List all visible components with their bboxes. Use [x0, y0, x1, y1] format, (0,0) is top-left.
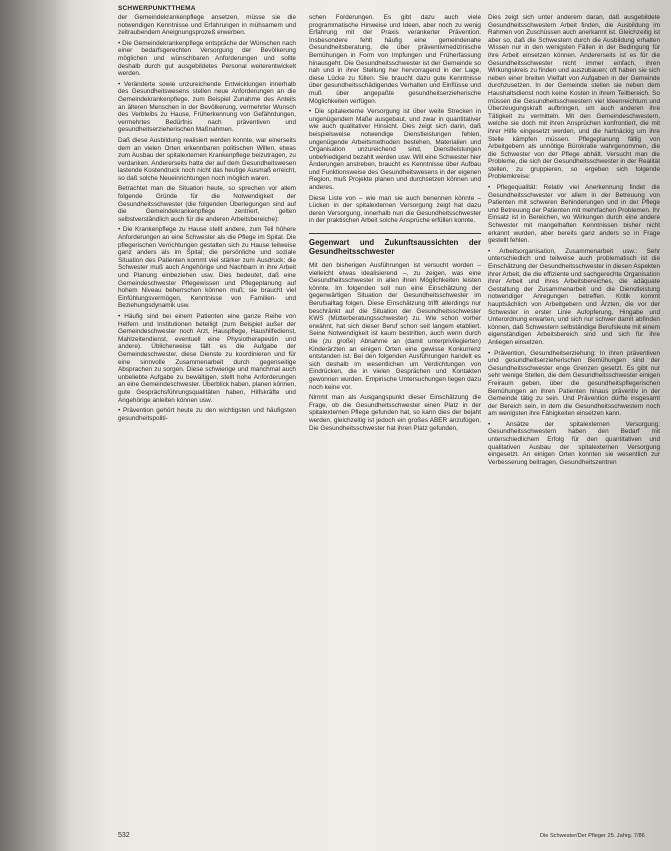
- paragraph: schen Forderungen. Es gibt dazu auch viele programmatische Hinweise und Ideen, aber noch zu wenig Erfahrung mit der Praxis verankerter Prävention. Insbesondere fehlt häufig eine gemeindenahe Gesundheitsberatung, die über präventivmedizinische Bemühungen in Form von Impfungen und Früherfassung hinausgeht. Die Gesundheitsschwester ist der Gemeinde so nah und in ihrer Stellung her hervorragend in der Lage, diese Lücke zu füllen. Sie braucht dazu gute Kenntnisse über gesundheitsschädigendes Verhalten und Einflüsse und muß über angepaßte gesundheitserzieherische Möglichkeiten verfügen.: [309, 14, 481, 105]
- paragraph: • Ansätze der spitalexternen Versorgung: Gesundheitsschwestern haben den Bedarf mit unterschiedlichem Erfolg für den quantitativen und qualitativen Ausbau der spitalexternen Versorgung eingesetzt. An einigen Orten konnten sie wesentlich zur Verbesserung beitragen, Gesundheitszentren: [488, 420, 660, 466]
- paragraph: Daß diese Ausbildung realisiert werden konnte, war einerseits dem an vielen Orten erkennbaren politischen Willen, etwas zum Ausbau der spitalexternen Krankenpflege beizutragen, zu verdanken. Andererseits hatte der auf dem Gesundheitswesen lastende Kostendruck noch nicht das heutige Ausmaß erreicht, so daß solche Neueinrichtungen noch möglich waren.: [118, 136, 296, 182]
- text-column-middle: [309, 14, 481, 435]
- paragraph: • Die Krankenpflege zu Hause stellt andere, zum Teil höhere Anforderungen an eine Schwester als die Pflege im Spital. Die pflegerischen Verrichtungen gestalten sich zu Hause teilweise ganz anders als im Spital; die persönliche und soziale Situation des Patienten kommt viel stärker zum Ausdruck; die Schwester muß auch Angehörige und Nachbarn in ihre Arbeit und Planung einbeziehen usw. Dies bedeutet, daß eine Gemeindeschwester Pflegewissen und Pflegeplanung auf hohem Niveau beherrschen können muß; sie braucht viel Einfühlungsvermögen, Kenntnisse von Familien- und Beziehungsdynamik usw.: [118, 226, 296, 310]
- paragraph: • Arbeitsorganisation, Zusammenarbeit usw.: Sehr unterschiedlich und teilweise auch problematisch ist die Einschätzung der Gesundheitsschwester in diesen Aspekten ihrer Arbeit, die die effiziente und sachgerechte Organisation ihrer Arbeit und ihres Arbeitsbereiches, die adäquate Gestaltung der Zusammenarbeit und die Dienstleistung notwendiger Anregungen betreffen. Kritik kommt hauptsächlich von Arbeitgebern und Ärzten, die vor der Schwester in erster Linie Aufopferung, Hingabe und Unterordnung erwarten, und sich nur schwer damit abfinden können, daß Schwestern selbständige Berufsleute mit einem eigenständigen Arbeitsbereich sind und sich für ihre Anliegen einsetzen.: [488, 247, 660, 346]
- paragraph: Diese Liste von – wie man sie auch benennen könnte – Lücken in der spitalexternen Versorgung zeigt hat dazu deren Versorgung, innerhalb nun die Gesundheitsschwester in der praktischen Arbeit solche Ansprüche erfüllen konnte.: [309, 194, 481, 225]
- paragraph: Nimmt man als Ausgangspunkt dieser Einschätzung die Frage, ob die Gesundheitsschwester einen Platz in der spitalexternen Pflege gefunden hat, so kann dies der bejaht werden, gleichzeitig ist jedoch ein großes ABER anzufügen. Die Gesundheitsschwester hat ihren Platz gefunden,: [309, 394, 481, 432]
- paragraph: • Veränderte sowie unzureichende Entwicklungen innerhalb des Gesundheitswesens stellen neue Anforderungen an die Gemeindekrankenpflege, zum Beispiel Zunahme des Anteils an älteren Menschen in der Bevölkerung, vermehrter Wunsch des Verbleibs zu Hause, Früherkennung von Gefährdungen, vermehrtes Bedürfnis nach präventiven und gesundheitserzieherischen Maßnahmen.: [118, 80, 296, 134]
- paragraph: • Die Gemeindekrankenpflege entspräche der Wünschen nach einer bedarfsgerechten Versorgung der Bevölkerung möglichen und wünschbaren Anforderungen und sollte deshalb durch gut ausgebildetes Personal weiterentwickelt werden.: [118, 39, 296, 78]
- paragraph: Betrachtet man die Situation heute, so sprechen vor allem folgende Gründe für die Notwendigkeit der Gesundheitsschwester (die folgenden Überlegungen sind auf die Gemeindekrankenpflege zentriert, gelten selbstverständlich auch für die anderen Arbeitsbereiche):: [118, 185, 296, 223]
- paragraph: • Die spitalexterne Versorgung ist über weite Strecken in ungenügendem Maße ausgebaut, und zwar in quantitativer wie auch qualitativer Hinsicht. Dies zeigt sich darin, daß beispielsweise notwendige Dienstleistungen fehlen, ungenügende Arbeitsmethoden bestehen, Materialien und Organisation unzureichend sind, Dienstleistungen unbefriedigend bezahlt werden usw. Will eine Schwester hier Änderungen anstreben, braucht es Kenntnisse über Aufbau und Funktionsweise des Gesundheitswesens in der eigenen Region, muß Projekte planen und durchsetzen können und anderes.: [309, 108, 481, 192]
- section-heading: Gegenwart und Zukunftsaussichten der Gesundheitsschwester: [309, 233, 481, 256]
- book-gutter-shadow: [0, 0, 70, 851]
- text-column-left: [118, 14, 296, 425]
- paragraph: der Gemeindekrankenpflege ansetzen, müsse sie die notwendigen Kenntnisse und Erfahrungen in mühsamem und zeitraubendem Aneignungsprozeß erwerben.: [118, 14, 296, 37]
- paragraph: Mit den bisherigen Ausführungen ist versucht worden – vielleicht etwas idealisierend –, zu zeigen, was eine Gesundheitsschwester in allen ihren Möglichkeiten leisten könnte. Im folgenden soll nun eine Einschätzung der gegenwärtigen Situation der Gesundheitsschwester im Berufsalltag folgen. Diese Einschätzung trifft allerdings nur beschränkt auf die Situation der Gesundheitsschwester KWS (Mütterberatungsschwester) zu. Wie schon vorher erwähnt, hat sich dieser Beruf schon seit langem etabliert. Seine Notwendigkeit ist kaum bestritten, auch wenn durch die (zu große) Abnahme an (damit unterprivilegierten) Kinderärzten an einigen Orten eine gewisse Konkurrenz entstanden ist. Bei den folgenden Ausführungen handelt es sich deshalb im wesentlichen um Verdichtungen von Eindrücken, die in vielen Gesprächen und Kontakten gewonnen wurden. Empirische Untersuchungen liegen dazu noch keine vor.: [309, 262, 481, 391]
- paragraph: • Prävention gehört heute zu den wichtigsten und häufigsten gesundheitspoliti-: [118, 407, 296, 422]
- section-label: SCHWERPUNKTTHEMA: [118, 5, 196, 12]
- paragraph: • Prävention, Gesundheitserziehung: In ihren präventiven und gesundheitserzieherischen Bemühungen sind der Gesundheitsschwester enge Grenzen gesetzt. Es gibt nur sehr wenige Stellen, die dem Gesundheitsschwester einigen Freiraum geben, über die gesundheitspflegerischen Bemühungen an ihren Patienten hinaus präventiv in der Gemeinde tätig zu sein. Und Prävention dürfte insgesamt der Bereich sein, in dem die Gesundheitsschwestern noch am wenigsten ihre Fähigkeiten einsetzen kann.: [488, 349, 660, 418]
- paragraph: • Häufig sind bei einem Patienten eine ganze Reihe von Helfern und Institutionen beteiligt (zum Beispiel außer der Gemeindeschwester noch Arzt, Hauspflege, Haushilfedienst, Mahlzeitendienst, eventuell eine Physiotherapeutin und andere). Üblicherweise fällt es die Aufgabe der Gemeindeschwester, diese Dienste zu koordinieren und für eine sinnvolle Zusammenarbeit durch gegenseitige Absprachen zu sorgen. Diese schwierige und manchmal auch unbeliebte Aufgabe zu bewältigen, stellt hohe Anforderungen an eine Gemeindeschwester. Überblick haben, planen können, gute Gesprächsführungsqualitäten haben, Hilfskräfte und Angehörige anleiten können usw.: [118, 312, 296, 404]
- paragraph: • Pflegequalität: Relativ viel Anerkennung findet die Gesundheitsschwester vor allem in der Betreuung von Patienten mit schweren Behinderungen und in der Pflege und Betreuung der Patienten mit mehrfachen Problemen. Ihr Einsatz ist in Bereichen, wo Wirkungen durch eine andere Schwester mit mangelhaften Kenntnissen bisher nicht erkannt wurden, aber bereits ganz anders so in Frage gestellt fehlen.: [488, 184, 660, 245]
- paragraph: Dies zeigt sich unter anderem daran, daß ausgebildete Gesundheitsschwestern Arbeit finden, die Ausbildung im Rahmen von Zuschüssen auch anerkannt ist. Gleichzeitig ist aber so, daß die Schwestern durch die Ausbildung erhalten Wissen nur in den wenigsten Fällen in der Bedingung für ihre Arbeit einsetzen können. Andererseits ist es für die Gesundheitsschwester nicht immer einfach, ihren Wirkungskreis zu finden und auszubauen; oft haben sie sich neben einer breiten Vielfalt von Aufgaben in der Gemeinde durchzusetzen. In der Gemeinde stellen sie neben dem Haushaltsdienst noch keine Kosten in ihrem Teilbereich. So müssen die Gesundheitsschwestern viel Ideenreichtum und Überzeugungskraft aufbringen, um auch anderen ihre Tätigkeit zu vermitteln. Mit den Gemeindeschwestern, welche sie doch mit ihren Ansprüchen konfrontiert, die mit ihrer Hilfe eingesetzt werden, und die hartnäckig um ihre Stelle kämpfen müssen. Pflegeplanung fällig von Arbeitgebern als unnötige Bürokratie wahrgenommen, die die Schwester von der Pflege abhält. Versucht man die Probleme, die sich der Gesundheitsschwester in der Realität stellen, zu gruppieren, so ergeben sich folgende Problemkreise:: [488, 14, 660, 181]
- journal-footer: Die Schwester/Der Pfleger 25. Jahrg. 7/86: [540, 833, 645, 839]
- text-column-right: [488, 14, 660, 469]
- page-number: 532: [118, 832, 130, 839]
